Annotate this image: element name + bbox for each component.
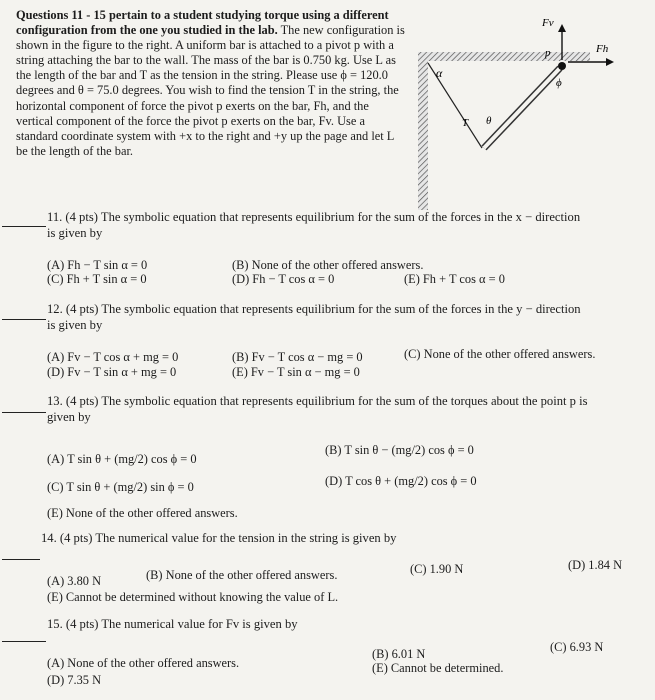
q11-option-d[interactable]: (D) Fh − T cos α = 0 (232, 272, 335, 286)
q11-option-c[interactable]: (C) Fh + T sin α = 0 (47, 272, 147, 286)
q15-option-a[interactable]: (A) None of the other offered answers. (47, 656, 240, 670)
intro-paragraph (16, 8, 408, 159)
q11-option-b[interactable]: (B) None of the other offered answers. (232, 258, 424, 272)
q11-stem-2: is given by (47, 226, 103, 240)
q14-option-e[interactable]: (E) Cannot be determined without knowing the value of L. (47, 590, 339, 604)
q12-option-a[interactable]: (A) Fv − T cos α + mg = 0 (47, 350, 179, 364)
label-t: T (462, 117, 469, 129)
q15-option-d[interactable]: (D) 7.35 N (47, 673, 102, 687)
q14-stem: 14. (4 pts) The numerical value for the tension in the string is given by (41, 531, 397, 545)
q15-option-c[interactable]: (C) 6.93 N (550, 640, 604, 654)
label-alpha: α (436, 66, 443, 80)
q12-stem: 12. (4 pts) The symbolic equation that represents equilibrium for the sum of the forces in the y − direction (47, 302, 581, 316)
q14-option-c[interactable]: (C) 1.90 N (410, 562, 464, 576)
q15-option-e[interactable]: (E) Cannot be determined. (372, 661, 504, 675)
q12-option-b[interactable]: (B) Fv − T cos α − mg = 0 (232, 350, 363, 364)
q14-option-b[interactable]: (B) None of the other offered answers. (146, 568, 338, 582)
q12-stem-2: is given by (47, 318, 103, 332)
ceiling-hatch (418, 52, 590, 61)
q15-stem: 15. (4 pts) The numerical value for Fv is given by (47, 617, 298, 631)
torque-figure (408, 8, 648, 213)
bar-inner (484, 68, 560, 148)
label-fh: Fh (596, 43, 609, 55)
label-phi: ϕ (556, 77, 562, 89)
q12-option-e[interactable]: (E) Fv − T sin α − mg = 0 (232, 365, 360, 379)
q14-option-d[interactable]: (D) 1.84 N (568, 558, 623, 572)
label-p: p (545, 47, 551, 59)
q13-option-e[interactable]: (E) None of the other offered answers. (47, 506, 238, 520)
fv-arrowhead (558, 24, 566, 32)
q12-option-c[interactable]: (C) None of the other offered answers. (404, 347, 596, 361)
q11-option-e[interactable]: (E) Fh + T cos α = 0 (404, 272, 505, 286)
q13-option-b[interactable]: (B) T sin θ − (mg/2) cos ϕ = 0 (325, 443, 474, 457)
intro-body: The new configuration is shown in the figure to the right. A uniform bar is attached to a pivot p with a string attaching the bar to the wall. The mass of the bar is 0.750 kg. Use L as the length of the bar and T as the tension in the string. Please use ϕ = 120.0 degrees and θ = 75.0 degrees. You wish to find the tension T in the string, the horizontal component of force the pivot p exerts on the bar, Fh, and the vertical component of the force the pivot p exerts on the bar, Fv. Use a standard coordinate system with +x to the right and +y up the page and let L be the length of the bar. (16, 23, 405, 158)
fh-arrowhead (606, 58, 614, 66)
q13-option-c[interactable]: (C) T sin θ + (mg/2) sin ϕ = 0 (47, 480, 194, 494)
q11-option-a[interactable]: (A) Fh − T sin α = 0 (47, 258, 148, 272)
answer-blank-14[interactable] (2, 559, 40, 560)
q12-option-d[interactable]: (D) Fv − T sin α + mg = 0 (47, 365, 177, 379)
answer-blank-15[interactable] (2, 641, 46, 642)
answer-blank-13[interactable] (2, 412, 46, 413)
q13-option-d[interactable]: (D) T cos θ + (mg/2) cos ϕ = 0 (325, 474, 477, 488)
q13-stem: 13. (4 pts) The symbolic equation that represents equilibrium for the sum of the torques about the point p is (47, 394, 588, 408)
wall-hatch (418, 52, 428, 210)
label-theta: θ (486, 115, 492, 127)
q15-option-b[interactable]: (B) 6.01 N (372, 647, 426, 661)
q14-option-a[interactable]: (A) 3.80 N (47, 574, 102, 588)
q11-stem: 11. (4 pts) The symbolic equation that represents equilibrium for the sum of the forces in the x − direction (47, 210, 581, 224)
q13-stem-2: given by (47, 410, 91, 424)
q13-option-a[interactable]: (A) T sin θ + (mg/2) cos ϕ = 0 (47, 452, 197, 466)
answer-blank-12[interactable] (2, 319, 46, 320)
label-fv: Fv (542, 17, 554, 29)
answer-blank-11[interactable] (2, 226, 46, 227)
intro-heading: Questions 11 - 15 pertain to a student studying torque using a different configuration from the one you studied in the lab. (16, 8, 389, 38)
pivot-point (558, 62, 566, 70)
